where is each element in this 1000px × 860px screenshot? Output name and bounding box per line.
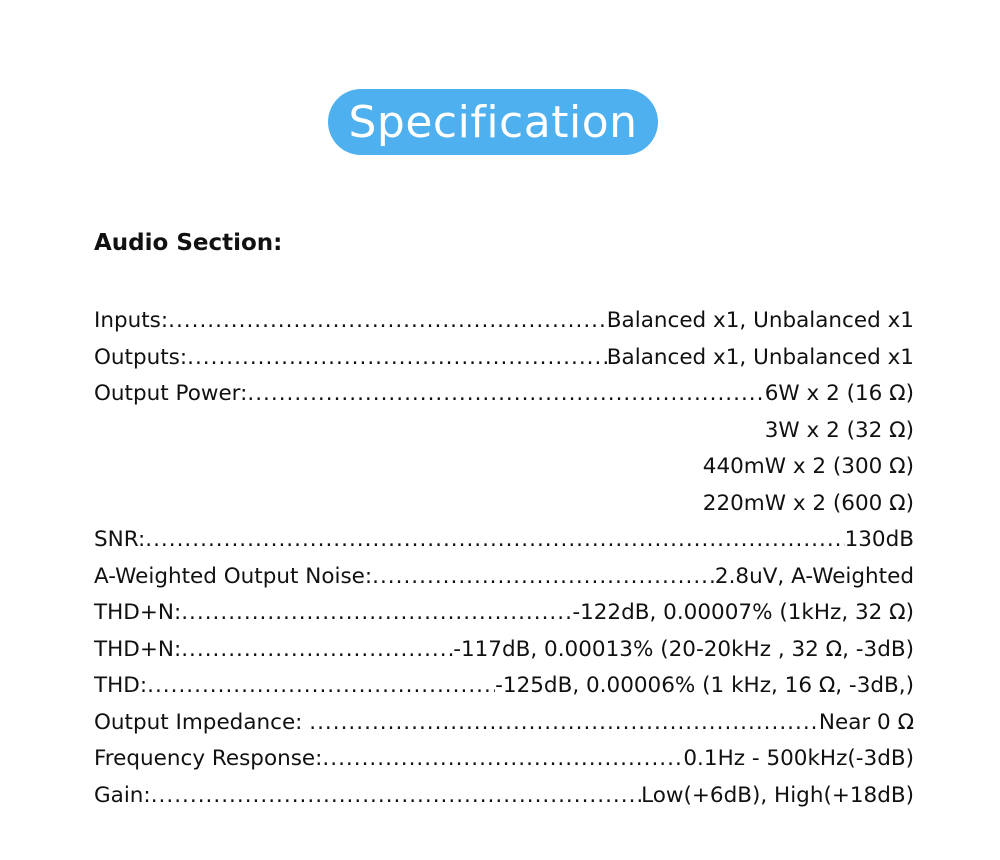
dot-leader bbox=[147, 668, 495, 705]
spec-row-snr bbox=[94, 522, 914, 559]
spec-row-output-power bbox=[94, 376, 914, 413]
spec-row-gain bbox=[94, 778, 914, 815]
spec-value: 220mW x 2 (600 Ω) bbox=[702, 490, 914, 516]
spec-value: Near 0 Ω bbox=[818, 709, 914, 735]
spec-value: 3W x 2 (32 Ω) bbox=[764, 417, 914, 443]
dot-leader bbox=[187, 340, 607, 377]
dot-leader bbox=[151, 778, 641, 815]
dot-leader bbox=[145, 522, 844, 559]
spec-list bbox=[94, 303, 914, 814]
dot-leader bbox=[309, 705, 819, 742]
spec-value: Balanced x1, Unbalanced x1 bbox=[606, 308, 914, 333]
spec-value: 440mW x 2 (300 Ω) bbox=[702, 454, 914, 479]
spec-row-outputs bbox=[94, 340, 914, 377]
spec-row-a-weighted-noise bbox=[94, 559, 914, 596]
spec-label: Inputs: bbox=[94, 308, 169, 333]
spec-row-output-power-32 bbox=[94, 413, 914, 450]
spec-label: Output Impedance: bbox=[94, 709, 310, 735]
dot-leader bbox=[168, 303, 607, 340]
spec-row-output-power-600 bbox=[94, 486, 914, 523]
spec-label: THD: bbox=[94, 673, 148, 698]
spec-label: THD+N: bbox=[94, 636, 182, 662]
spec-row-thdn-20-20khz bbox=[94, 632, 914, 669]
spec-row-frequency-response bbox=[94, 741, 914, 778]
spec-row-thdn-1khz bbox=[94, 595, 914, 632]
spec-row-output-power-300 bbox=[94, 449, 914, 486]
specification-title-badge bbox=[328, 89, 658, 155]
spec-value: -125dB, 0.00006% (1 kHz, 16 Ω, -3dB,) bbox=[495, 673, 914, 698]
spec-value: Balanced x1, Unbalanced x1 bbox=[606, 344, 914, 370]
spec-label: Outputs: bbox=[94, 344, 188, 370]
spec-label: A-Weighted Output Noise: bbox=[94, 563, 373, 589]
spec-value: -122dB, 0.00007% (1kHz, 32 Ω) bbox=[572, 600, 914, 625]
dot-leader bbox=[247, 376, 764, 413]
spec-row-output-impedance bbox=[94, 705, 914, 742]
spec-value: -117dB, 0.00013% (20-20kHz , 32 Ω, -3dB) bbox=[453, 636, 914, 662]
spec-label: THD+N: bbox=[94, 600, 182, 625]
specification-title: Specification bbox=[348, 96, 638, 148]
spec-value: 2.8uV, A-Weighted bbox=[714, 563, 914, 589]
spec-value: 0.1Hz - 500kHz(-3dB) bbox=[683, 746, 914, 771]
spec-row-inputs bbox=[94, 303, 914, 340]
spec-label: Output Power: bbox=[94, 381, 248, 406]
spec-value: 130dB bbox=[844, 527, 914, 552]
section-title: Audio Section: bbox=[94, 230, 283, 256]
spec-value: Low(+6dB), High(+18dB) bbox=[641, 782, 914, 808]
dot-leader bbox=[181, 595, 572, 632]
spec-label: Frequency Response: bbox=[94, 746, 323, 771]
dot-leader bbox=[372, 559, 715, 596]
spec-label: SNR: bbox=[94, 527, 146, 552]
spec-value: 6W x 2 (16 Ω) bbox=[764, 381, 914, 406]
dot-leader bbox=[181, 632, 453, 669]
spec-row-thd bbox=[94, 668, 914, 705]
dot-leader bbox=[322, 741, 683, 778]
spec-label: Gain: bbox=[94, 782, 151, 808]
